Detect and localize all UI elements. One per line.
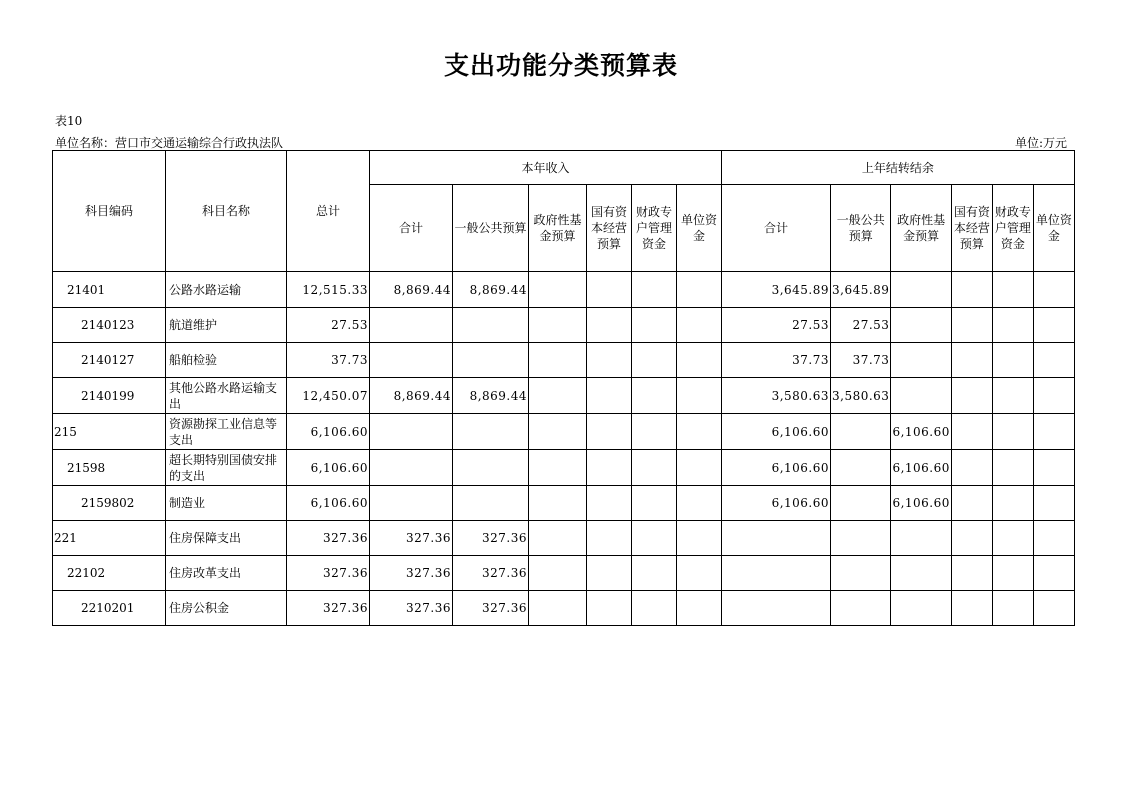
row-cy-special-account	[632, 343, 677, 378]
row-ly-general: 37.73	[831, 343, 891, 378]
row-cy-special-account	[632, 591, 677, 626]
row-ly-general: 3,580.63	[831, 378, 891, 414]
row-cy-fund	[529, 556, 587, 591]
table-row	[53, 556, 1075, 591]
header-cy-state-capital: 国有资本经营预算	[587, 185, 632, 272]
row-ly-unit-funds	[1033, 450, 1074, 486]
row-ly-state-capital	[951, 521, 992, 556]
row-total: 327.36	[287, 556, 370, 591]
row-cy-unit-funds	[677, 343, 722, 378]
row-cy-general	[453, 486, 529, 521]
row-ly-unit-funds	[1033, 521, 1074, 556]
row-ly-unit-funds	[1033, 308, 1074, 343]
row-cy-unit-funds	[677, 414, 722, 450]
row-cy-general: 8,869.44	[453, 378, 529, 414]
row-cy-unit-funds	[677, 521, 722, 556]
row-cy-general	[453, 450, 529, 486]
header-row-group	[53, 151, 1075, 185]
row-cy-unit-funds	[677, 308, 722, 343]
row-cy-state-capital	[587, 308, 632, 343]
header-cy-fund: 政府性基金预算	[529, 185, 587, 272]
row-cy-special-account	[632, 521, 677, 556]
row-cy-general: 327.36	[453, 556, 529, 591]
row-cy-state-capital	[587, 343, 632, 378]
budget-table	[52, 150, 1075, 626]
header-cy-special-account: 财政专户管理资金	[632, 185, 677, 272]
row-ly-state-capital	[951, 556, 992, 591]
row-code: 215	[53, 414, 166, 450]
row-cy-fund	[529, 486, 587, 521]
row-cy-total: 8,869.44	[370, 378, 453, 414]
row-cy-unit-funds	[677, 556, 722, 591]
header-cy-total: 合计	[370, 185, 453, 272]
row-cy-state-capital	[587, 591, 632, 626]
row-cy-special-account	[632, 272, 677, 308]
row-ly-fund	[891, 556, 951, 591]
row-ly-special-account	[992, 414, 1033, 450]
table-row	[53, 343, 1075, 378]
row-ly-total	[722, 591, 831, 626]
row-code: 2210201	[53, 591, 166, 626]
row-cy-total	[370, 343, 453, 378]
row-cy-special-account	[632, 556, 677, 591]
row-cy-total: 327.36	[370, 591, 453, 626]
row-total: 6,106.60	[287, 486, 370, 521]
header-code: 科目编码	[53, 151, 166, 272]
row-ly-fund	[891, 343, 951, 378]
header-ly-unit-funds: 单位资金	[1033, 185, 1074, 272]
row-ly-general	[831, 521, 891, 556]
row-name: 超长期特别国债安排的支出	[166, 450, 287, 486]
row-name: 住房改革支出	[166, 556, 287, 591]
header-cy-unit-funds: 单位资金	[677, 185, 722, 272]
row-ly-total: 3,580.63	[722, 378, 831, 414]
row-cy-total: 327.36	[370, 521, 453, 556]
row-cy-total	[370, 308, 453, 343]
row-ly-fund	[891, 591, 951, 626]
row-ly-total	[722, 556, 831, 591]
row-cy-fund	[529, 521, 587, 556]
table-row	[53, 521, 1075, 556]
row-ly-general	[831, 486, 891, 521]
row-total: 6,106.60	[287, 414, 370, 450]
row-ly-total: 3,645.89	[722, 272, 831, 308]
row-name: 公路水路运输	[166, 272, 287, 308]
row-cy-total	[370, 414, 453, 450]
row-ly-special-account	[992, 521, 1033, 556]
row-ly-special-account	[992, 272, 1033, 308]
row-code: 21598	[53, 450, 166, 486]
row-ly-unit-funds	[1033, 486, 1074, 521]
row-total: 12,450.07	[287, 378, 370, 414]
row-cy-unit-funds	[677, 486, 722, 521]
row-ly-total: 27.53	[722, 308, 831, 343]
row-cy-total	[370, 450, 453, 486]
row-code: 21401	[53, 272, 166, 308]
row-ly-state-capital	[951, 272, 992, 308]
row-cy-state-capital	[587, 556, 632, 591]
row-ly-unit-funds	[1033, 272, 1074, 308]
page-title: 支出功能分类预算表	[443, 51, 678, 80]
row-code: 2140127	[53, 343, 166, 378]
row-code: 22102	[53, 556, 166, 591]
row-ly-special-account	[992, 556, 1033, 591]
row-cy-state-capital	[587, 272, 632, 308]
row-ly-unit-funds	[1033, 378, 1074, 414]
row-cy-special-account	[632, 308, 677, 343]
row-ly-general: 3,645.89	[831, 272, 891, 308]
row-cy-state-capital	[587, 521, 632, 556]
table-row	[53, 414, 1075, 450]
header-last-year: 上年结转结余	[722, 151, 1075, 185]
table-number: 表10	[55, 114, 83, 128]
row-ly-general	[831, 591, 891, 626]
row-cy-fund	[529, 450, 587, 486]
row-ly-general	[831, 556, 891, 591]
row-ly-special-account	[992, 308, 1033, 343]
row-ly-special-account	[992, 378, 1033, 414]
row-code: 2140123	[53, 308, 166, 343]
row-cy-fund	[529, 591, 587, 626]
row-code: 2140199	[53, 378, 166, 414]
row-ly-state-capital	[951, 378, 992, 414]
row-code: 2159802	[53, 486, 166, 521]
row-code: 221	[53, 521, 166, 556]
row-ly-general	[831, 450, 891, 486]
header-current-year: 本年收入	[370, 151, 722, 185]
header-ly-general: 一般公共预算	[831, 185, 891, 272]
table-row	[53, 378, 1075, 414]
row-ly-unit-funds	[1033, 591, 1074, 626]
row-cy-fund	[529, 343, 587, 378]
header-ly-state-capital: 国有资本经营预算	[951, 185, 992, 272]
row-cy-unit-funds	[677, 378, 722, 414]
table-row	[53, 591, 1075, 626]
row-total: 27.53	[287, 308, 370, 343]
row-cy-total: 8,869.44	[370, 272, 453, 308]
row-ly-fund	[891, 272, 951, 308]
row-cy-general: 327.36	[453, 521, 529, 556]
row-name: 制造业	[166, 486, 287, 521]
row-ly-state-capital	[951, 450, 992, 486]
row-total: 37.73	[287, 343, 370, 378]
row-ly-special-account	[992, 343, 1033, 378]
row-cy-state-capital	[587, 378, 632, 414]
row-cy-general: 327.36	[453, 591, 529, 626]
row-ly-total: 6,106.60	[722, 414, 831, 450]
row-ly-general	[831, 414, 891, 450]
row-ly-special-account	[992, 591, 1033, 626]
row-cy-fund	[529, 308, 587, 343]
row-cy-state-capital	[587, 450, 632, 486]
row-ly-total: 6,106.60	[722, 450, 831, 486]
row-cy-fund	[529, 378, 587, 414]
row-ly-unit-funds	[1033, 343, 1074, 378]
header-name: 科目名称	[166, 151, 287, 272]
row-cy-total: 327.36	[370, 556, 453, 591]
row-name: 航道维护	[166, 308, 287, 343]
row-cy-fund	[529, 272, 587, 308]
row-cy-unit-funds	[677, 450, 722, 486]
table-row	[53, 308, 1075, 343]
row-cy-general	[453, 414, 529, 450]
row-cy-total	[370, 486, 453, 521]
row-ly-special-account	[992, 486, 1033, 521]
row-ly-fund	[891, 308, 951, 343]
row-cy-special-account	[632, 486, 677, 521]
row-ly-fund: 6,106.60	[891, 486, 951, 521]
table-row	[53, 272, 1075, 308]
row-total: 12,515.33	[287, 272, 370, 308]
row-cy-general	[453, 343, 529, 378]
row-cy-general: 8,869.44	[453, 272, 529, 308]
row-total: 6,106.60	[287, 450, 370, 486]
row-ly-general: 27.53	[831, 308, 891, 343]
row-name: 船舶检验	[166, 343, 287, 378]
row-name: 其他公路水路运输支出	[166, 378, 287, 414]
header-cy-general: 一般公共预算	[453, 185, 529, 272]
table-row	[53, 486, 1075, 521]
header-ly-special-account: 财政专户管理资金	[992, 185, 1033, 272]
row-ly-total: 37.73	[722, 343, 831, 378]
row-ly-state-capital	[951, 591, 992, 626]
unit-label: 单位:万元	[1014, 136, 1067, 150]
header-ly-fund: 政府性基金预算	[891, 185, 951, 272]
row-name: 住房保障支出	[166, 521, 287, 556]
row-ly-unit-funds	[1033, 414, 1074, 450]
table-row	[53, 450, 1075, 486]
row-ly-fund	[891, 521, 951, 556]
row-cy-state-capital	[587, 486, 632, 521]
row-ly-state-capital	[951, 486, 992, 521]
row-cy-general	[453, 308, 529, 343]
unit-name-label: 单位名称：营口市交通运输综合行政执法队	[55, 136, 284, 150]
row-cy-unit-funds	[677, 591, 722, 626]
row-ly-state-capital	[951, 343, 992, 378]
row-cy-special-account	[632, 414, 677, 450]
row-ly-state-capital	[951, 414, 992, 450]
row-cy-unit-funds	[677, 272, 722, 308]
row-ly-state-capital	[951, 308, 992, 343]
row-total: 327.36	[287, 591, 370, 626]
row-ly-total: 6,106.60	[722, 486, 831, 521]
row-cy-special-account	[632, 450, 677, 486]
row-total: 327.36	[287, 521, 370, 556]
header-ly-total: 合计	[722, 185, 831, 272]
row-ly-fund	[891, 378, 951, 414]
row-cy-special-account	[632, 378, 677, 414]
row-ly-special-account	[992, 450, 1033, 486]
row-ly-unit-funds	[1033, 556, 1074, 591]
row-cy-fund	[529, 414, 587, 450]
row-ly-total	[722, 521, 831, 556]
row-ly-fund: 6,106.60	[891, 450, 951, 486]
row-cy-state-capital	[587, 414, 632, 450]
row-name: 住房公积金	[166, 591, 287, 626]
row-ly-fund: 6,106.60	[891, 414, 951, 450]
header-total: 总计	[287, 151, 370, 272]
row-name: 资源勘探工业信息等支出	[166, 414, 287, 450]
